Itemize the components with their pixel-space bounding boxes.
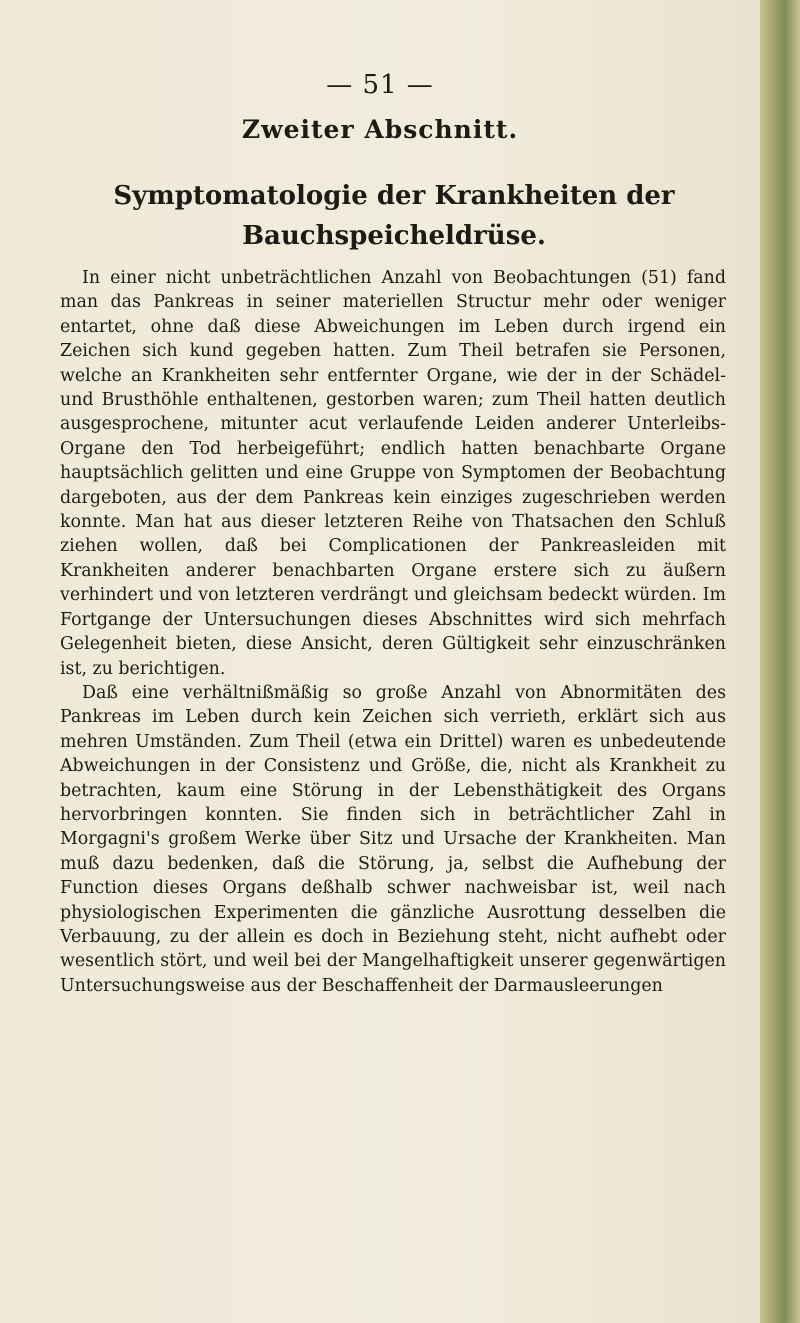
chapter-title: Symptomatologie der Krankheiten der Bauchspeicheldrüse. xyxy=(113,181,675,251)
book-edge xyxy=(760,0,800,1323)
body-text xyxy=(60,266,726,998)
paragraph: In einer nicht unbeträchtlichen Anzahl von Beobachtungen (51) fand man das Pankreas in seiner materiellen Structur mehr oder weniger entartet, ohne daß diese Abweichungen im Leben durch irgend ein Zeichen sich kund gegeben hatten. Zum Theil betrafen sie Personen, welche an Krankheiten sehr entfernter Organe, wie der in der Schädel- und Brusthöhle enthaltenen, gestorben waren; zum Theil hatten deutlich ausgesprochene, mitunter acut verlaufende Leiden anderer Unterleibs-Organe den Tod herbeigeführt; endlich hatten benachbarte Organe hauptsächlich gelitten und eine Gruppe von Symptomen der Beobachtung dargeboten, aus der dem Pankreas kein einziges zugeschrieben werden konnte. Man hat aus dieser letzteren Reihe von Thatsachen den Schluß ziehen wollen, daß bei Complicationen der Pankreasleiden mit Krankheiten anderer benachbarten Organe erstere sich zu äußern verhindert und von letzteren verdrängt und gleichsam bedeckt würden. Im Fortgange der Untersuchungen dieses Abschnittes wird sich mehrfach Gelegenheit bieten, diese Ansicht, deren Gültigkeit sehr einzuschränken ist, zu berichtigen. xyxy=(60,268,726,679)
page-number: — 51 — xyxy=(326,70,434,100)
paragraph: Daß eine verhältnißmäßig so große Anzahl von Abnormitäten des Pankreas im Leben durch kein Zeichen sich verrieth, erklärt sich aus mehren Umständen. Zum Theil (etwa ein Drittel) waren es unbedeutende Abweichungen in der Consistenz und Größe, die, nicht als Krankheit zu betrachten, kaum eine Störung in der Lebensthätigkeit des Organs hervorbringen konnten. Sie finden sich in beträchtlicher Zahl in Morgagni's großem Werke über Sitz und Ursache der Krankheiten. Man muß dazu bedenken, daß die Störung, ja, selbst die Aufhebung der Function dieses Organs deßhalb schwer nachweisbar ist, weil nach physiologischen Experimenten die gänzliche Ausrottung desselben die Verbauung, zu der allein es doch in Beziehung steht, nicht aufhebt oder wesentlich stört, und weil bei der Mangelhaftigkeit unserer gegenwärtigen Untersuchungsweise aus der Beschaffenheit der Darmausleerungen xyxy=(60,682,726,996)
section-heading: Zweiter Abschnitt. xyxy=(241,115,519,144)
